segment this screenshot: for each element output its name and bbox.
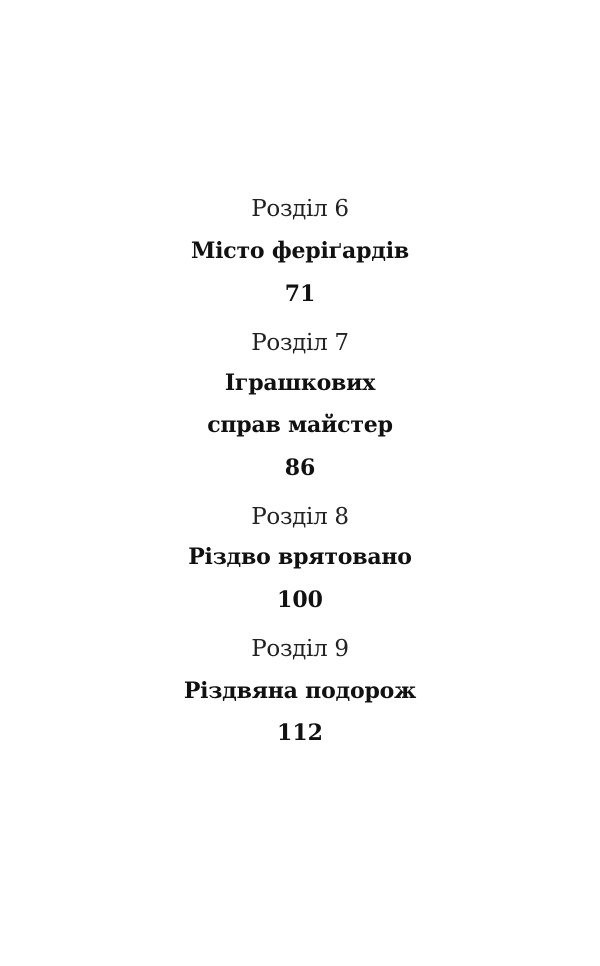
chapter-9-label: Розділ 9 (251, 636, 349, 662)
chapter-7-title-line-2: справ майстер (207, 412, 393, 438)
chapter-6-title: Місто феріґардів (191, 238, 409, 264)
chapter-7-page: 86 (284, 455, 316, 481)
chapter-7-label: Розділ 7 (251, 330, 349, 356)
chapter-8-page: 100 (277, 587, 323, 613)
chapter-8-label: Розділ 8 (251, 504, 349, 530)
chapter-8-title: Різдво врятовано (188, 544, 412, 570)
chapter-9-page: 112 (277, 720, 323, 746)
chapter-9-title: Різдвяна подорож (183, 678, 417, 704)
chapter-7-title-line-1: Іграшкових (224, 370, 376, 396)
chapter-6-label: Розділ 6 (251, 196, 349, 222)
chapter-6-page: 71 (284, 281, 316, 307)
